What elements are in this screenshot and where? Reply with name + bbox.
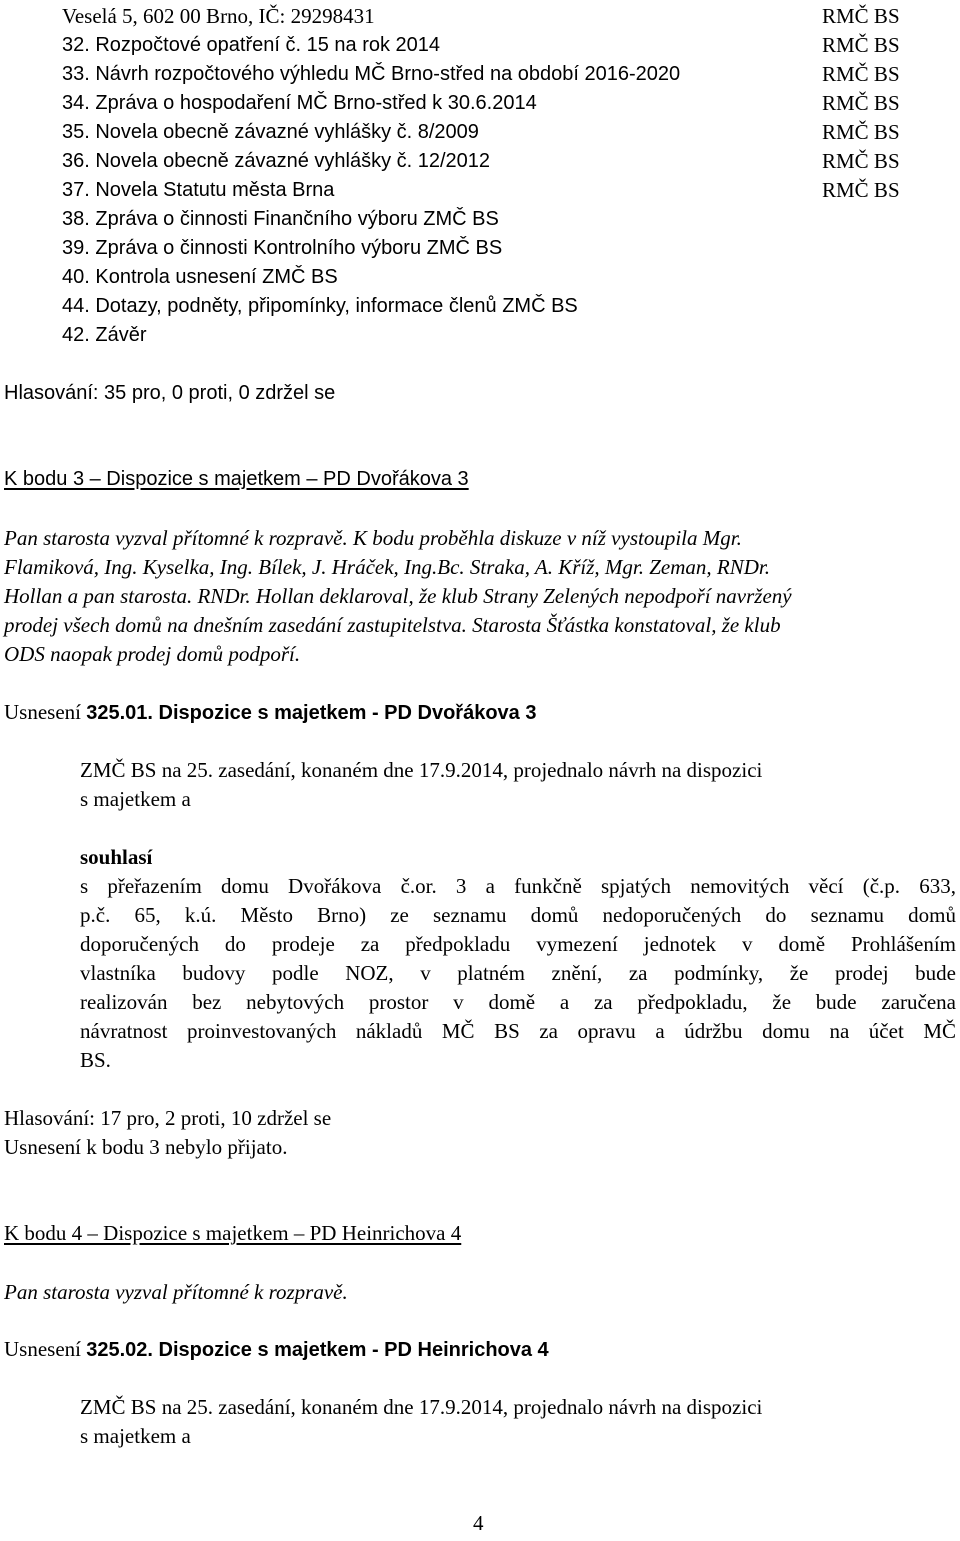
item-3-heading: K bodu 3 – Dispozice s majetkem – PD Dvořákova 3: [4, 468, 469, 490]
discussion-line: Pan starosta vyzval přítomné k rozpravě. K bodu proběhla diskuze v níž vystoupila Mgr.: [4, 526, 742, 550]
agenda-row-body: RMČ BS: [822, 178, 900, 202]
agenda-row-body: RMČ BS: [822, 62, 900, 86]
agenda-item-39: 39. Zpráva o činnosti Kontrolního výboru ZMČ BS: [62, 237, 503, 259]
agenda-item-35: 35. Novela obecně závazné vyhlášky č. 8/2009: [62, 121, 479, 143]
agenda-item-33: 33. Návrh rozpočtového výhledu MČ Brno-střed na období 2016-2020: [62, 63, 681, 85]
vote-result: Hlasování: 35 pro, 0 proti, 0 zdržel se: [4, 382, 336, 404]
resolution-body-line: realizován bez nebytových prostor v domě a za předpokladu, že bude zaručena: [80, 990, 956, 1014]
agenda-item-36: 36. Novela obecně závazné vyhlášky č. 12/2012: [62, 150, 491, 172]
discussion-line: Flamiková, Ing. Kyselka, Ing. Bílek, J. Hráček, Ing.Bc. Straka, A. Kříž, Mgr. Zeman, RNDr.: [4, 555, 770, 579]
resolution-intro-line: s majetkem a: [80, 1424, 191, 1448]
discussion-line: Hollan a pan starosta. RNDr. Hollan deklaroval, že klub Strany Zelených nepodpoří navržený: [4, 584, 792, 608]
resolution-title: 325.02. Dispozice s majetkem - PD Heinrichova 4: [86, 1339, 549, 1361]
agenda-item-34: 34. Zpráva o hospodaření MČ Brno-střed k 30.6.2014: [62, 92, 537, 114]
agenda-row-text: Veselá 5, 602 00 Brno, IČ: 29298431: [62, 4, 375, 28]
resolution-heading: [4, 1339, 549, 1360]
resolution-body-line: doporučených do prodeje za předpokladu vymezení jednotek v domě Prohlášením: [80, 932, 956, 956]
agenda-item-37: 37. Novela Statutu města Brna: [62, 179, 335, 201]
item-4-discussion: Pan starosta vyzval přítomné k rozpravě.: [4, 1280, 348, 1304]
agenda-row-body: RMČ BS: [822, 120, 900, 144]
agenda-item-38: 38. Zpráva o činnosti Finančního výboru ZMČ BS: [62, 208, 499, 230]
agenda-item-32: 32. Rozpočtové opatření č. 15 na rok 2014: [62, 34, 441, 56]
agenda-item-40: 40. Kontrola usnesení ZMČ BS: [62, 266, 338, 288]
agenda-row-body: RMČ BS: [822, 33, 900, 57]
resolution-intro-line: ZMČ BS na 25. zasedání, konaném dne 17.9.2014, projednalo návrh na dispozici: [80, 1395, 763, 1419]
resolution-body-line: BS.: [80, 1048, 111, 1072]
resolution-prefix: Usnesení: [4, 1337, 81, 1361]
agenda-row-body: RMČ BS: [822, 91, 900, 115]
agenda-item-44: 44. Dotazy, podněty, připomínky, informace členů ZMČ BS: [62, 295, 578, 317]
resolution-body-line: vlastníka budovy podle NOZ, v platném znění, za podmínky, že prodej bude: [80, 961, 956, 985]
resolution-prefix: Usnesení: [4, 700, 81, 724]
agenda-item-42: 42. Závěr: [62, 324, 147, 346]
resolution-body-line: návratnost proinvestovaných nákladů MČ BS za opravu a údržbu domu na účet MČ: [80, 1019, 956, 1043]
resolution-intro-line: s majetkem a: [80, 787, 191, 811]
resolution-intro-line: ZMČ BS na 25. zasedání, konaném dne 17.9.2014, projednalo návrh na dispozici: [80, 758, 763, 782]
resolution-heading: [4, 702, 536, 723]
page-number: 4: [473, 1511, 484, 1535]
resolution-title: 325.01. Dispozice s majetkem - PD Dvořákova 3: [86, 702, 537, 724]
resolution-body-line: p.č. 65, k.ú. Město Brno) ze seznamu domů nedoporučených do seznamu domů: [80, 903, 956, 927]
vote-result: Hlasování: 17 pro, 2 proti, 10 zdržel se: [4, 1106, 332, 1130]
discussion-line: prodej všech domů na dnešním zasedání zastupitelstva. Starosta Šťástka konstatoval, že klub: [4, 613, 781, 637]
resolution-body-line: s přeřazením domu Dvořákova č.or. 3 a funkčně spjatých nemovitých věcí (č.p. 633,: [80, 874, 956, 898]
agenda-row-body: RMČ BS: [822, 4, 900, 28]
resolution-verb: souhlasí: [80, 845, 153, 869]
resolution-outcome: Usnesení k bodu 3 nebylo přijato.: [4, 1135, 288, 1159]
discussion-line: ODS naopak prodej domů podpoří.: [4, 642, 301, 666]
agenda-row-body: RMČ BS: [822, 149, 900, 173]
item-4-heading: K bodu 4 – Dispozice s majetkem – PD Heinrichova 4: [4, 1221, 462, 1245]
